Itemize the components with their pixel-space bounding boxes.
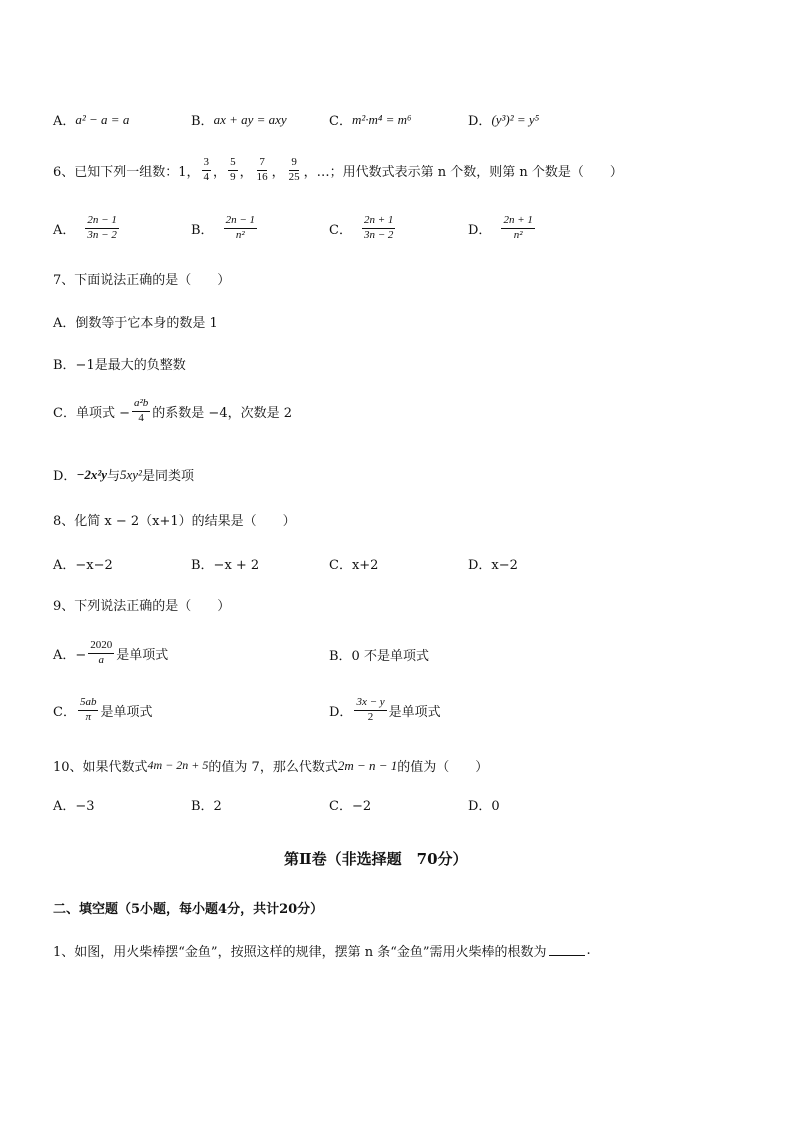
q6-option-a-den: 3n − 2 xyxy=(87,228,117,241)
q9-option-c xyxy=(53,697,152,723)
q9-option-c-den: π xyxy=(85,710,91,723)
q5-option-d xyxy=(468,110,539,129)
q6-option-a xyxy=(53,215,121,241)
q8-option-a: A．−x−2 xyxy=(53,558,113,573)
q7-option-c-frac xyxy=(132,398,150,424)
q6-option-a-label: A． xyxy=(53,222,76,238)
fill-q1 xyxy=(53,941,591,960)
q9-option-a xyxy=(53,640,168,666)
q6-option-b-frac xyxy=(224,215,257,241)
q7-option-c-post: 的系数是 −4，次数是 2 xyxy=(152,405,292,421)
q10-option-a: A．−3 xyxy=(53,799,95,814)
q9-option-a-num: 2020 xyxy=(88,640,114,654)
q5-option-c-label: C． xyxy=(329,114,352,129)
q6-term-2-num: 3 xyxy=(202,157,212,171)
q6-term-5-num: 9 xyxy=(289,157,299,171)
q7-option-c xyxy=(53,398,292,424)
q5-option-a-expr: a² − a = a xyxy=(75,111,130,127)
q9-stem: 9、下列说法正确的是（ ） xyxy=(53,599,231,614)
q9-option-a-post: 是单项式 xyxy=(116,647,169,663)
q6-option-a-frac xyxy=(85,215,118,241)
q6-option-b xyxy=(191,215,259,241)
q7-option-a: A．倒数等于它本身的数是 1 xyxy=(53,316,218,331)
q6-term-5-den: 25 xyxy=(288,170,300,183)
q6-option-c-num: 2n + 1 xyxy=(362,215,395,229)
q5-option-a-label: A． xyxy=(53,114,76,129)
q10-option-c: C．−2 xyxy=(329,799,372,814)
q7-stem: 7、下面说法正确的是（ ） xyxy=(53,273,231,288)
q9-option-d xyxy=(329,697,441,723)
q6-option-b-den: n² xyxy=(235,228,245,241)
q8-option-d: D．x−2 xyxy=(468,558,518,573)
q6-option-d xyxy=(468,215,537,241)
q9-option-a-pre: A．− xyxy=(53,647,87,663)
q6-term-3-num: 5 xyxy=(228,157,238,171)
q6-option-d-den: n² xyxy=(513,228,523,241)
q5-option-c-expr: m²·m⁴ = m⁶ xyxy=(351,111,412,127)
q5-option-d-expr: (y³)² = y⁵ xyxy=(491,111,540,127)
q9-option-c-post: 是单项式 xyxy=(100,704,153,720)
q6-term-3 xyxy=(228,157,238,183)
fill-q1-post: . xyxy=(586,943,591,958)
fill-q1-blank xyxy=(549,945,585,956)
q6-term-3-den: 9 xyxy=(230,170,236,183)
part2-title: 第Ⅱ卷（非选择题 70分） xyxy=(284,850,468,868)
q5-option-d-label: D． xyxy=(468,114,492,129)
q6-option-d-frac xyxy=(501,215,534,241)
q10-expr1: 4m − 2n + 5 xyxy=(147,758,209,772)
q9-option-c-frac xyxy=(78,697,99,723)
q6-option-c-frac xyxy=(362,215,395,241)
q6-term-2 xyxy=(202,157,212,183)
q6-term-4-num: 7 xyxy=(257,157,267,171)
q9-option-a-frac xyxy=(88,640,114,666)
q7-option-d-mid: 与 xyxy=(106,469,120,484)
q8-stem: 8、化简 x − 2（x+1）的结果是（ ） xyxy=(53,514,296,529)
q7-option-d xyxy=(53,465,194,484)
section2-title: 二、填空题（5小题，每小题4分，共计20分） xyxy=(53,902,324,917)
q6-stem-start: 6、已知下列一组数：1， xyxy=(53,164,200,180)
q7-option-c-num: a²b xyxy=(132,398,150,412)
q8-option-b: B．−x + 2 xyxy=(191,558,260,573)
q7-option-d-expr1: −2x²y xyxy=(76,466,107,482)
q6-option-c-den: 3n − 2 xyxy=(363,228,394,241)
q6-option-c xyxy=(329,215,397,241)
q6-term-4 xyxy=(255,157,270,183)
q5-option-b-expr: ax + ay = axy xyxy=(213,111,287,127)
q7-option-d-post: 是同类项 xyxy=(141,469,194,484)
q6-term-4-den: 16 xyxy=(256,170,268,183)
q9-option-d-den: 2 xyxy=(367,710,374,723)
q9-option-c-pre: C． xyxy=(53,704,76,720)
q6-option-b-label: B． xyxy=(191,222,214,238)
q6-stem-end: ，…；用代数式表示第 n 个数，则第 n 个数是（ ） xyxy=(303,164,623,180)
q9-option-d-num: 3x − y xyxy=(354,697,386,711)
q10-stem xyxy=(53,756,488,775)
q7-option-d-expr2: 5xy² xyxy=(120,466,142,482)
q6-option-b-num: 2n − 1 xyxy=(224,215,257,229)
q5-option-b xyxy=(191,110,287,129)
q6-option-c-label: C． xyxy=(329,222,352,238)
q8-option-c: C．x+2 xyxy=(329,558,379,573)
q10-option-b: B．2 xyxy=(191,799,222,814)
q5-option-a xyxy=(53,110,129,129)
q10-option-d: D．0 xyxy=(468,799,500,814)
q9-option-a-den: a xyxy=(98,653,105,666)
q6-term-2-den: 4 xyxy=(203,170,210,183)
q9-option-d-pre: D． xyxy=(329,704,353,720)
q6-term-5 xyxy=(287,157,302,183)
q6-stem: 6、已知下列一组数：1， $\frac{3}{4}$ ， $\frac{5}{9}$ ， $\frac{7}{16}$ ， $\frac{9}{25}$ ，…；用代数式表示第 n 个数，则第 n 个数是（ ） xyxy=(53,156,623,183)
q10-stem-pre: 10、如果代数式 xyxy=(53,760,148,775)
q9-option-d-post: 是单项式 xyxy=(388,704,441,720)
fill-q1-text: 1、如图，用火柴棒摆“金鱼”，按照这样的规律，摆第 n 条“金鱼”需用火柴棒的根数为 xyxy=(53,945,547,960)
q9-option-c-num: 5ab xyxy=(78,697,99,711)
q7-option-d-pre: D． xyxy=(53,469,77,484)
q5-option-b-label: B． xyxy=(191,114,214,129)
q6-option-d-label: D． xyxy=(468,222,492,238)
q5-option-c xyxy=(329,110,412,129)
q6-option-a-num: 2n − 1 xyxy=(85,215,118,229)
q7-option-b: B．−1是最大的负整数 xyxy=(53,358,186,373)
q10-stem-mid: 的值为 7，那么代数式 xyxy=(208,760,338,775)
q7-option-c-pre: C．单项式 − xyxy=(53,405,130,421)
q9-option-b: B．0 不是单项式 xyxy=(329,649,429,664)
q7-option-c-den: 4 xyxy=(138,411,144,424)
q10-expr2: 2m − n − 1 xyxy=(337,757,398,773)
q9-option-d-frac xyxy=(354,697,386,723)
q6-option-d-num: 2n + 1 xyxy=(501,215,534,229)
q10-stem-post: 的值为（ ） xyxy=(397,760,489,775)
